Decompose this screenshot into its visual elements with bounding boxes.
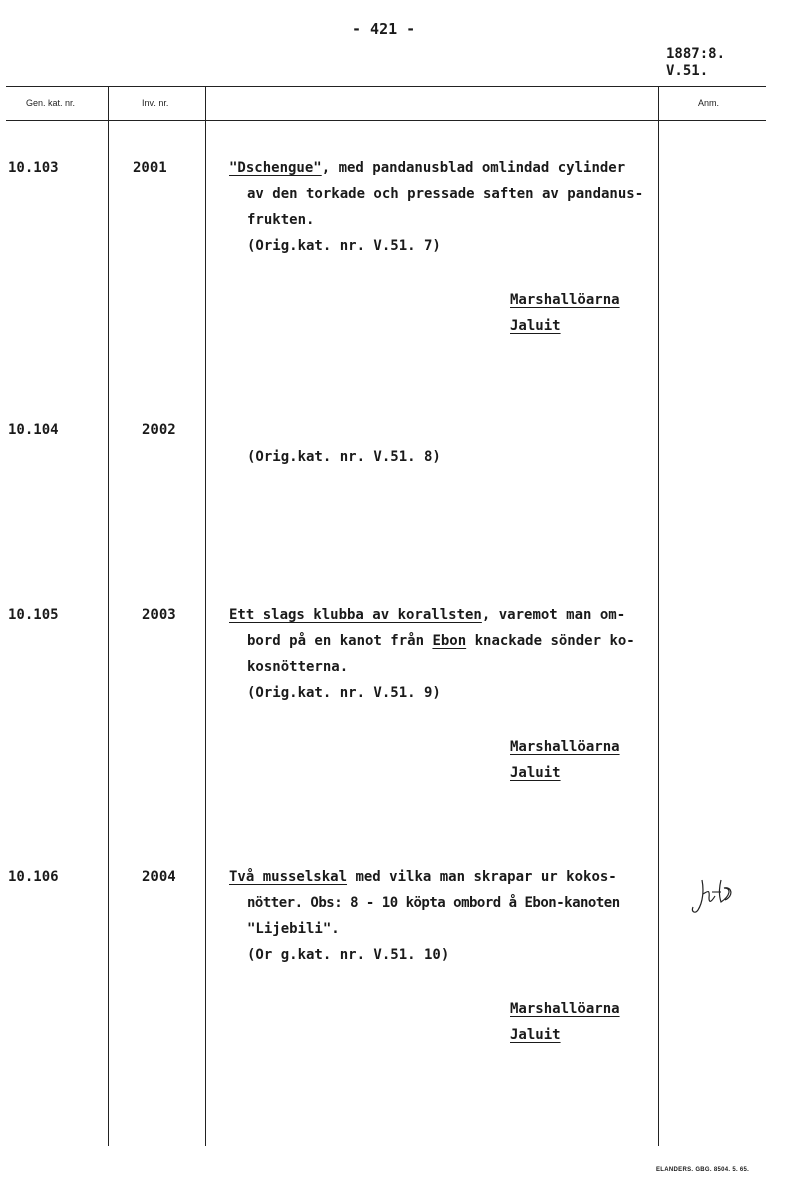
gen-kat-nr: 10.104 bbox=[8, 422, 59, 438]
year-reference: 1887:8. bbox=[666, 46, 726, 62]
gen-kat-nr: 10.105 bbox=[8, 607, 59, 623]
entry-title: Ett slags klubba av korallsten bbox=[229, 607, 482, 623]
entry-description-line: "Lijebili". bbox=[247, 921, 340, 937]
entry-description-line: Två musselskal med vilka man skrapar ur kokos- bbox=[229, 869, 617, 885]
region-label: Marshallöarna bbox=[510, 1001, 620, 1017]
printer-imprint: ELANDERS. GBG. 8504. 5. 65. bbox=[656, 1167, 750, 1173]
entry-title: Två musselskal bbox=[229, 869, 348, 885]
entry-description-line: nötter. Obs: 8 - 10 köpta ombord å Ebon-kanoten bbox=[247, 895, 620, 911]
column-header-inv-nr: Inv. nr. bbox=[142, 98, 169, 108]
original-catalog-ref: (Or g.kat. nr. V.51. 10) bbox=[247, 947, 450, 963]
original-catalog-ref: (Orig.kat. nr. V.51. 9) bbox=[247, 685, 441, 701]
entry-description-line: "Dschengue", med pandanusblad omlindad cylinder bbox=[229, 160, 626, 176]
region-label: Marshallöarna bbox=[510, 292, 620, 308]
gen-kat-nr: 10.103 bbox=[8, 160, 59, 176]
inv-nr: 2001 bbox=[133, 160, 167, 176]
inv-nr: 2004 bbox=[142, 869, 176, 885]
entry-description-line: av den torkade och pressade saften av pandanus- bbox=[247, 186, 644, 202]
column-header-anm: Anm. bbox=[698, 98, 720, 108]
place-label: Jaluit bbox=[510, 318, 561, 334]
header-bottom-rule bbox=[6, 120, 766, 121]
original-catalog-ref: (Orig.kat. nr. V.51. 7) bbox=[247, 238, 441, 254]
page-number: - 421 - bbox=[352, 20, 416, 38]
inv-nr: 2003 bbox=[142, 607, 176, 623]
place-label: Jaluit bbox=[510, 765, 561, 781]
column-divider-2 bbox=[205, 86, 206, 1146]
entry-description-line: frukten. bbox=[247, 212, 315, 228]
entry-description-line: Ett slags klubba av korallsten, varemot man om- bbox=[229, 607, 626, 623]
original-catalog-ref: (Orig.kat. nr. V.51. 8) bbox=[247, 449, 441, 465]
gen-kat-nr: 10.106 bbox=[8, 869, 59, 885]
entry-title: "Dschengue" bbox=[229, 160, 322, 176]
column-divider-1 bbox=[108, 86, 109, 1146]
top-rule bbox=[6, 86, 766, 87]
place-link-ebon: Ebon bbox=[432, 633, 467, 649]
series-reference: V.51. bbox=[666, 63, 709, 79]
handwritten-signature-icon bbox=[688, 874, 738, 920]
entry-description-line: kosnötterna. bbox=[247, 659, 349, 675]
entry-description-line: bord på en kanot från Ebon knackade sönder ko- bbox=[247, 633, 635, 649]
column-header-gen-kat-nr: Gen. kat. nr. bbox=[26, 98, 76, 108]
column-divider-3 bbox=[658, 86, 659, 1146]
inv-nr: 2002 bbox=[142, 422, 176, 438]
place-label: Jaluit bbox=[510, 1027, 561, 1043]
region-label: Marshallöarna bbox=[510, 739, 620, 755]
